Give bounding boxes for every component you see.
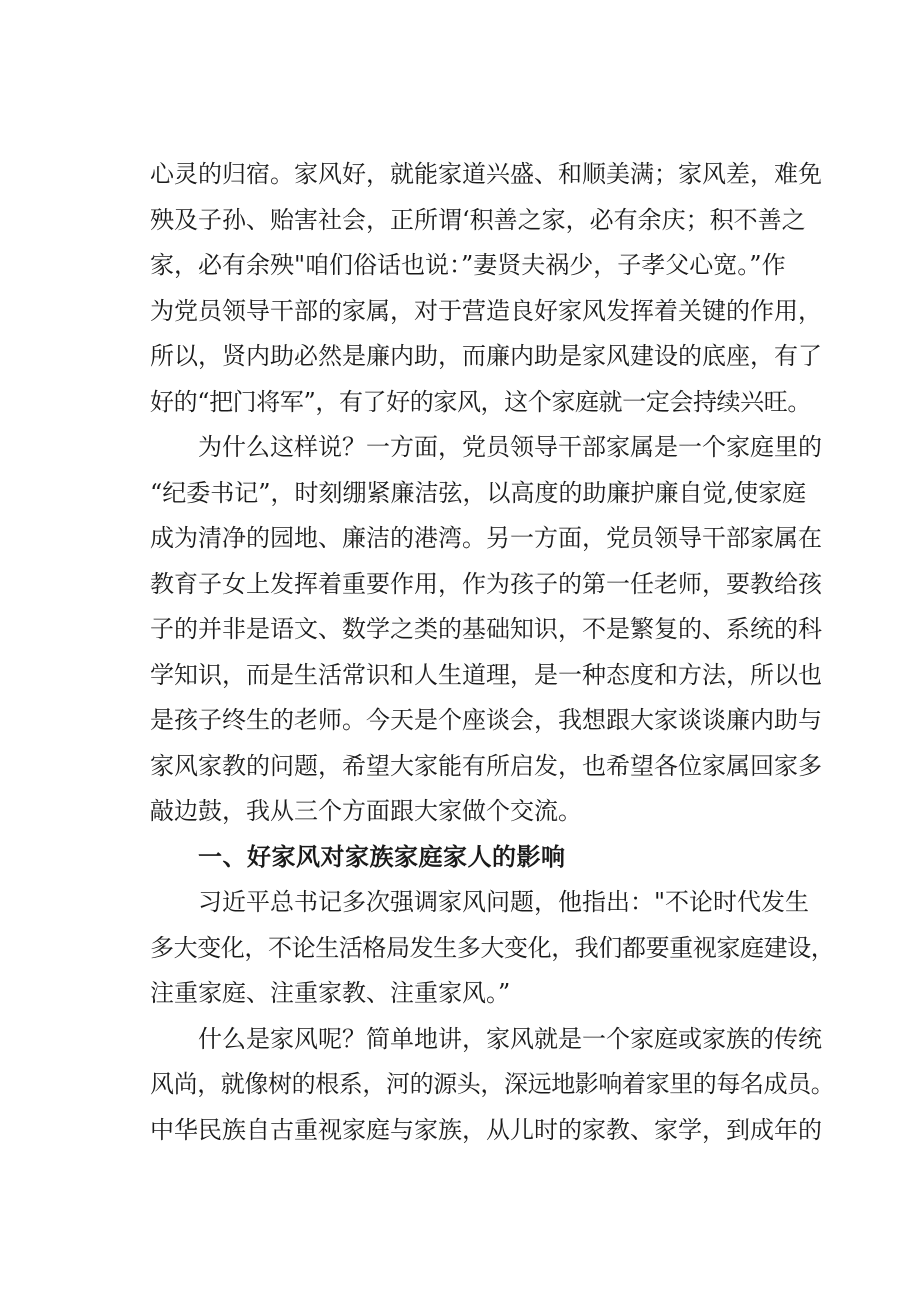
body-text-line: “纪委书记”，时刻绷紧廉洁弦，以高度的助廉护廉自觉,使家庭 bbox=[150, 478, 807, 507]
body-text-line: 殃及子孙、贻害社会，正所谓‘积善之家，必有余庆；积不善之 bbox=[150, 205, 806, 234]
body-text-line: 心灵的归宿。家风好，就能家道兴盛、和顺美满；家风差，难免 bbox=[150, 160, 822, 188]
section-heading: 一、好家风对家族家庭家人的影响 bbox=[198, 842, 566, 871]
body-text-line: 注重家庭、注重家教、注重家风。” bbox=[150, 979, 511, 1007]
body-text-line: 所以，贤内助必然是廉内助，而廉内助是家风建设的底座，有了 bbox=[150, 342, 822, 370]
body-text-line: 风尚，就像树的根系，河的源头，深远地影响着家里的每名成员。 bbox=[150, 1070, 835, 1098]
paragraph-first-line: 什么是家风呢？简单地讲，家风就是一个家庭或家族的传统 bbox=[198, 1024, 822, 1053]
body-text-line: 中华民族自古重视家庭与家族，从儿时的家教、家学，到成年的 bbox=[150, 1115, 822, 1144]
body-text-line: 多大变化，不论生活格局发生多大变化，我们都要重视家庭建设， bbox=[150, 933, 835, 962]
body-text-line: 是孩子终生的老师。今天是个座谈会，我想跟大家谈谈廉内助与 bbox=[150, 706, 822, 734]
body-text-line: 好的“把门将军”，有了好的家风，这个家庭就一定会持续兴旺。 bbox=[150, 387, 811, 416]
body-text-line: 敲边鼓，我从三个方面跟大家做个交流。 bbox=[150, 797, 582, 825]
paragraph-first-line: 习近平总书记多次强调家风问题，他指出："不论时代发生 bbox=[198, 888, 810, 916]
body-text-line: 家，必有余殃"咱们俗话也说：”妻贤夫祸少，子孝父心宽。”作 bbox=[150, 251, 786, 279]
body-text-line: 成为清净的园地、廉洁的港湾。另一方面，党员领导干部家属在 bbox=[150, 524, 822, 552]
body-text-line: 学知识，而是生活常识和人生道理，是一种态度和方法，所以也 bbox=[150, 660, 822, 689]
body-text-line: 教育子女上发挥着重要作用，作为孩子的第一任老师，要教给孩 bbox=[150, 569, 822, 598]
body-text-line: 家风家教的问题，希望大家能有所启发，也希望各位家属回家多 bbox=[150, 751, 822, 780]
paragraph-first-line: 为什么这样说？一方面，党员领导干部家属是一个家庭里的 bbox=[198, 433, 822, 461]
body-text-line: 子的并非是语文、数学之类的基础知识，不是繁复的、系统的科 bbox=[150, 615, 822, 643]
body-text-line: 为党员领导干部的家属，对于营造良好家风发挥着关键的作用， bbox=[150, 296, 822, 325]
document-body bbox=[150, 152, 835, 1153]
